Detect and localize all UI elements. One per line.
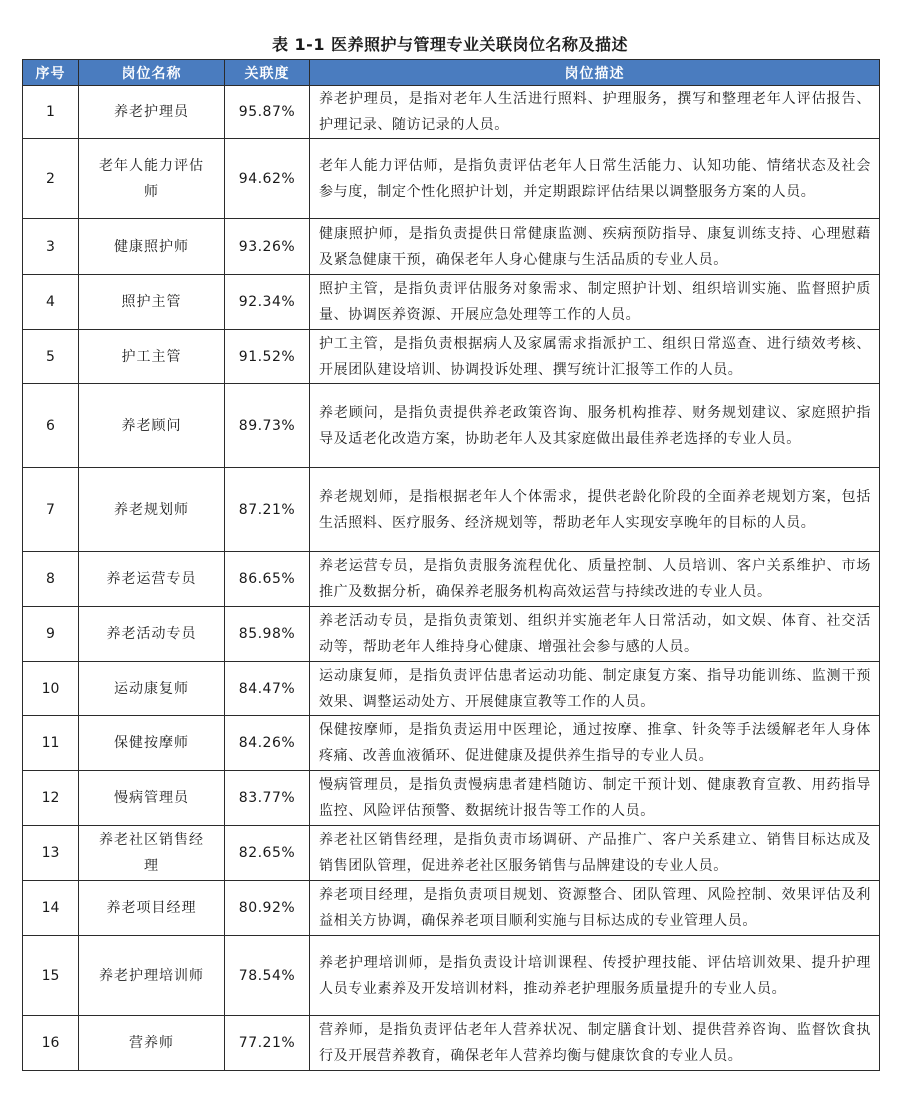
relevance-value: 83.77%: [225, 771, 310, 826]
row-number: 1: [23, 86, 79, 139]
job-description: 保健按摩师，是指负责运用中医理论，通过按摩、推拿、针灸等手法缓解老年人身体疼痛、改善血液循环、促进健康及提供养生指导的专业人员。: [310, 716, 880, 771]
relevance-value: 91.52%: [225, 330, 310, 384]
relevance-value: 84.26%: [225, 716, 310, 771]
relevance-value: 85.98%: [225, 607, 310, 662]
job-title: 照护主管: [79, 275, 225, 330]
job-description: 营养师，是指负责评估老年人营养状况、制定膳食计划、提供营养咨询、监督饮食执行及开展营养教育，确保老年人营养均衡与健康饮食的专业人员。: [310, 1016, 880, 1071]
relevance-value: 80.92%: [225, 881, 310, 936]
relevance-value: 78.54%: [225, 936, 310, 1016]
job-description: 养老规划师，是指根据老年人个体需求，提供老龄化阶段的全面养老规划方案，包括生活照料、医疗服务、经济规划等，帮助老年人实现安享晚年的目标的人员。: [310, 468, 880, 552]
job-description: 养老项目经理，是指负责项目规划、资源整合、团队管理、风险控制、效果评估及利益相关方协调，确保养老项目顺利实施与目标达成的专业管理人员。: [310, 881, 880, 936]
job-description: 养老护理培训师，是指负责设计培训课程、传授护理技能、评估培训效果、提升护理人员专业素养及开发培训材料，推动养老护理服务质量提升的专业人员。: [310, 936, 880, 1016]
job-description: 养老社区销售经理，是指负责市场调研、产品推广、客户关系建立、销售目标达成及销售团队管理，促进养老社区服务销售与品牌建设的专业人员。: [310, 826, 880, 881]
job-description: 护工主管，是指负责根据病人及家属需求指派护工、组织日常巡查、进行绩效考核、开展团队建设培训、协调投诉处理、撰写统计汇报等工作的人员。: [310, 330, 880, 384]
job-title: 养老活动专员: [79, 607, 225, 662]
job-description: 养老运营专员，是指负责服务流程优化、质量控制、人员培训、客户关系维护、市场推广及数据分析，确保养老服务机构高效运营与持续改进的专业人员。: [310, 552, 880, 607]
job-title: 慢病管理员: [79, 771, 225, 826]
job-description: 运动康复师，是指负责评估患者运动功能、制定康复方案、指导功能训练、监测干预效果、调整运动处方、开展健康宣教等工作的人员。: [310, 662, 880, 716]
job-description: 养老顾问，是指负责提供养老政策咨询、服务机构推荐、财务规划建议、家庭照护指导及适老化改造方案，协助老年人及其家庭做出最佳养老选择的专业人员。: [310, 384, 880, 468]
table-row: [23, 139, 880, 219]
table-row: [23, 468, 880, 552]
table-row: [23, 771, 880, 826]
row-number: 8: [23, 552, 79, 607]
table-row: [23, 330, 880, 384]
job-title: 养老顾问: [79, 384, 225, 468]
job-description: 养老活动专员，是指负责策划、组织并实施老年人日常活动，如文娱、体育、社交活动等，帮助老年人维持身心健康、增强社会参与感的人员。: [310, 607, 880, 662]
job-title: 运动康复师: [79, 662, 225, 716]
relevance-value: 87.21%: [225, 468, 310, 552]
table-row: [23, 219, 880, 275]
table-caption: 表 1-1 医养照护与管理专业关联岗位名称及描述: [271, 35, 629, 54]
job-description: 慢病管理员，是指负责慢病患者建档随访、制定干预计划、健康教育宣教、用药指导监控、风险评估预警、数据统计报告等工作的人员。: [310, 771, 880, 826]
row-number: 6: [23, 384, 79, 468]
column-header-no: 序号: [23, 60, 79, 86]
relevance-value: 77.21%: [225, 1016, 310, 1071]
row-number: 13: [23, 826, 79, 881]
table-row: [23, 275, 880, 330]
relevance-value: 92.34%: [225, 275, 310, 330]
column-header-name: 岗位名称: [79, 60, 225, 86]
row-number: 15: [23, 936, 79, 1016]
job-title: 养老规划师: [79, 468, 225, 552]
relevance-value: 94.62%: [225, 139, 310, 219]
job-title: 养老护理培训师: [79, 936, 225, 1016]
column-header-relevance: 关联度: [225, 60, 310, 86]
table-row: [23, 936, 880, 1016]
table-row: [23, 86, 880, 139]
row-number: 12: [23, 771, 79, 826]
table-row: [23, 1016, 880, 1071]
row-number: 3: [23, 219, 79, 275]
job-table: [22, 59, 880, 1071]
table-row: [23, 662, 880, 716]
table-body: [23, 86, 880, 1071]
table-row: [23, 607, 880, 662]
row-number: 5: [23, 330, 79, 384]
table-row: [23, 826, 880, 881]
job-title: 健康照护师: [79, 219, 225, 275]
job-title: 老年人能力评估师: [79, 139, 225, 219]
row-number: 10: [23, 662, 79, 716]
job-title: 养老社区销售经理: [79, 826, 225, 881]
relevance-value: 93.26%: [225, 219, 310, 275]
header-row: [23, 60, 880, 86]
job-title: 营养师: [79, 1016, 225, 1071]
table-row: [23, 552, 880, 607]
table-row: [23, 716, 880, 771]
relevance-value: 82.65%: [225, 826, 310, 881]
relevance-value: 84.47%: [225, 662, 310, 716]
row-number: 4: [23, 275, 79, 330]
row-number: 11: [23, 716, 79, 771]
table-row: [23, 384, 880, 468]
relevance-value: 89.73%: [225, 384, 310, 468]
table-row: [23, 881, 880, 936]
job-title: 养老护理员: [79, 86, 225, 139]
relevance-value: 86.65%: [225, 552, 310, 607]
row-number: 9: [23, 607, 79, 662]
column-header-description: 岗位描述: [310, 60, 880, 86]
job-description: 养老护理员，是指对老年人生活进行照料、护理服务，撰写和整理老年人评估报告、护理记录、随访记录的人员。: [310, 86, 880, 139]
job-title: 护工主管: [79, 330, 225, 384]
relevance-value: 95.87%: [225, 86, 310, 139]
row-number: 14: [23, 881, 79, 936]
job-description: 老年人能力评估师，是指负责评估老年人日常生活能力、认知功能、情绪状态及社会参与度，制定个性化照护计划，并定期跟踪评估结果以调整服务方案的人员。: [310, 139, 880, 219]
row-number: 7: [23, 468, 79, 552]
job-description: 健康照护师，是指负责提供日常健康监测、疾病预防指导、康复训练支持、心理慰藉及紧急健康干预，确保老年人身心健康与生活品质的专业人员。: [310, 219, 880, 275]
row-number: 16: [23, 1016, 79, 1071]
job-title: 养老项目经理: [79, 881, 225, 936]
job-title: 保健按摩师: [79, 716, 225, 771]
row-number: 2: [23, 139, 79, 219]
table-header: [23, 60, 880, 86]
job-title: 养老运营专员: [79, 552, 225, 607]
job-description: 照护主管，是指负责评估服务对象需求、制定照护计划、组织培训实施、监督照护质量、协调医养资源、开展应急处理等工作的人员。: [310, 275, 880, 330]
